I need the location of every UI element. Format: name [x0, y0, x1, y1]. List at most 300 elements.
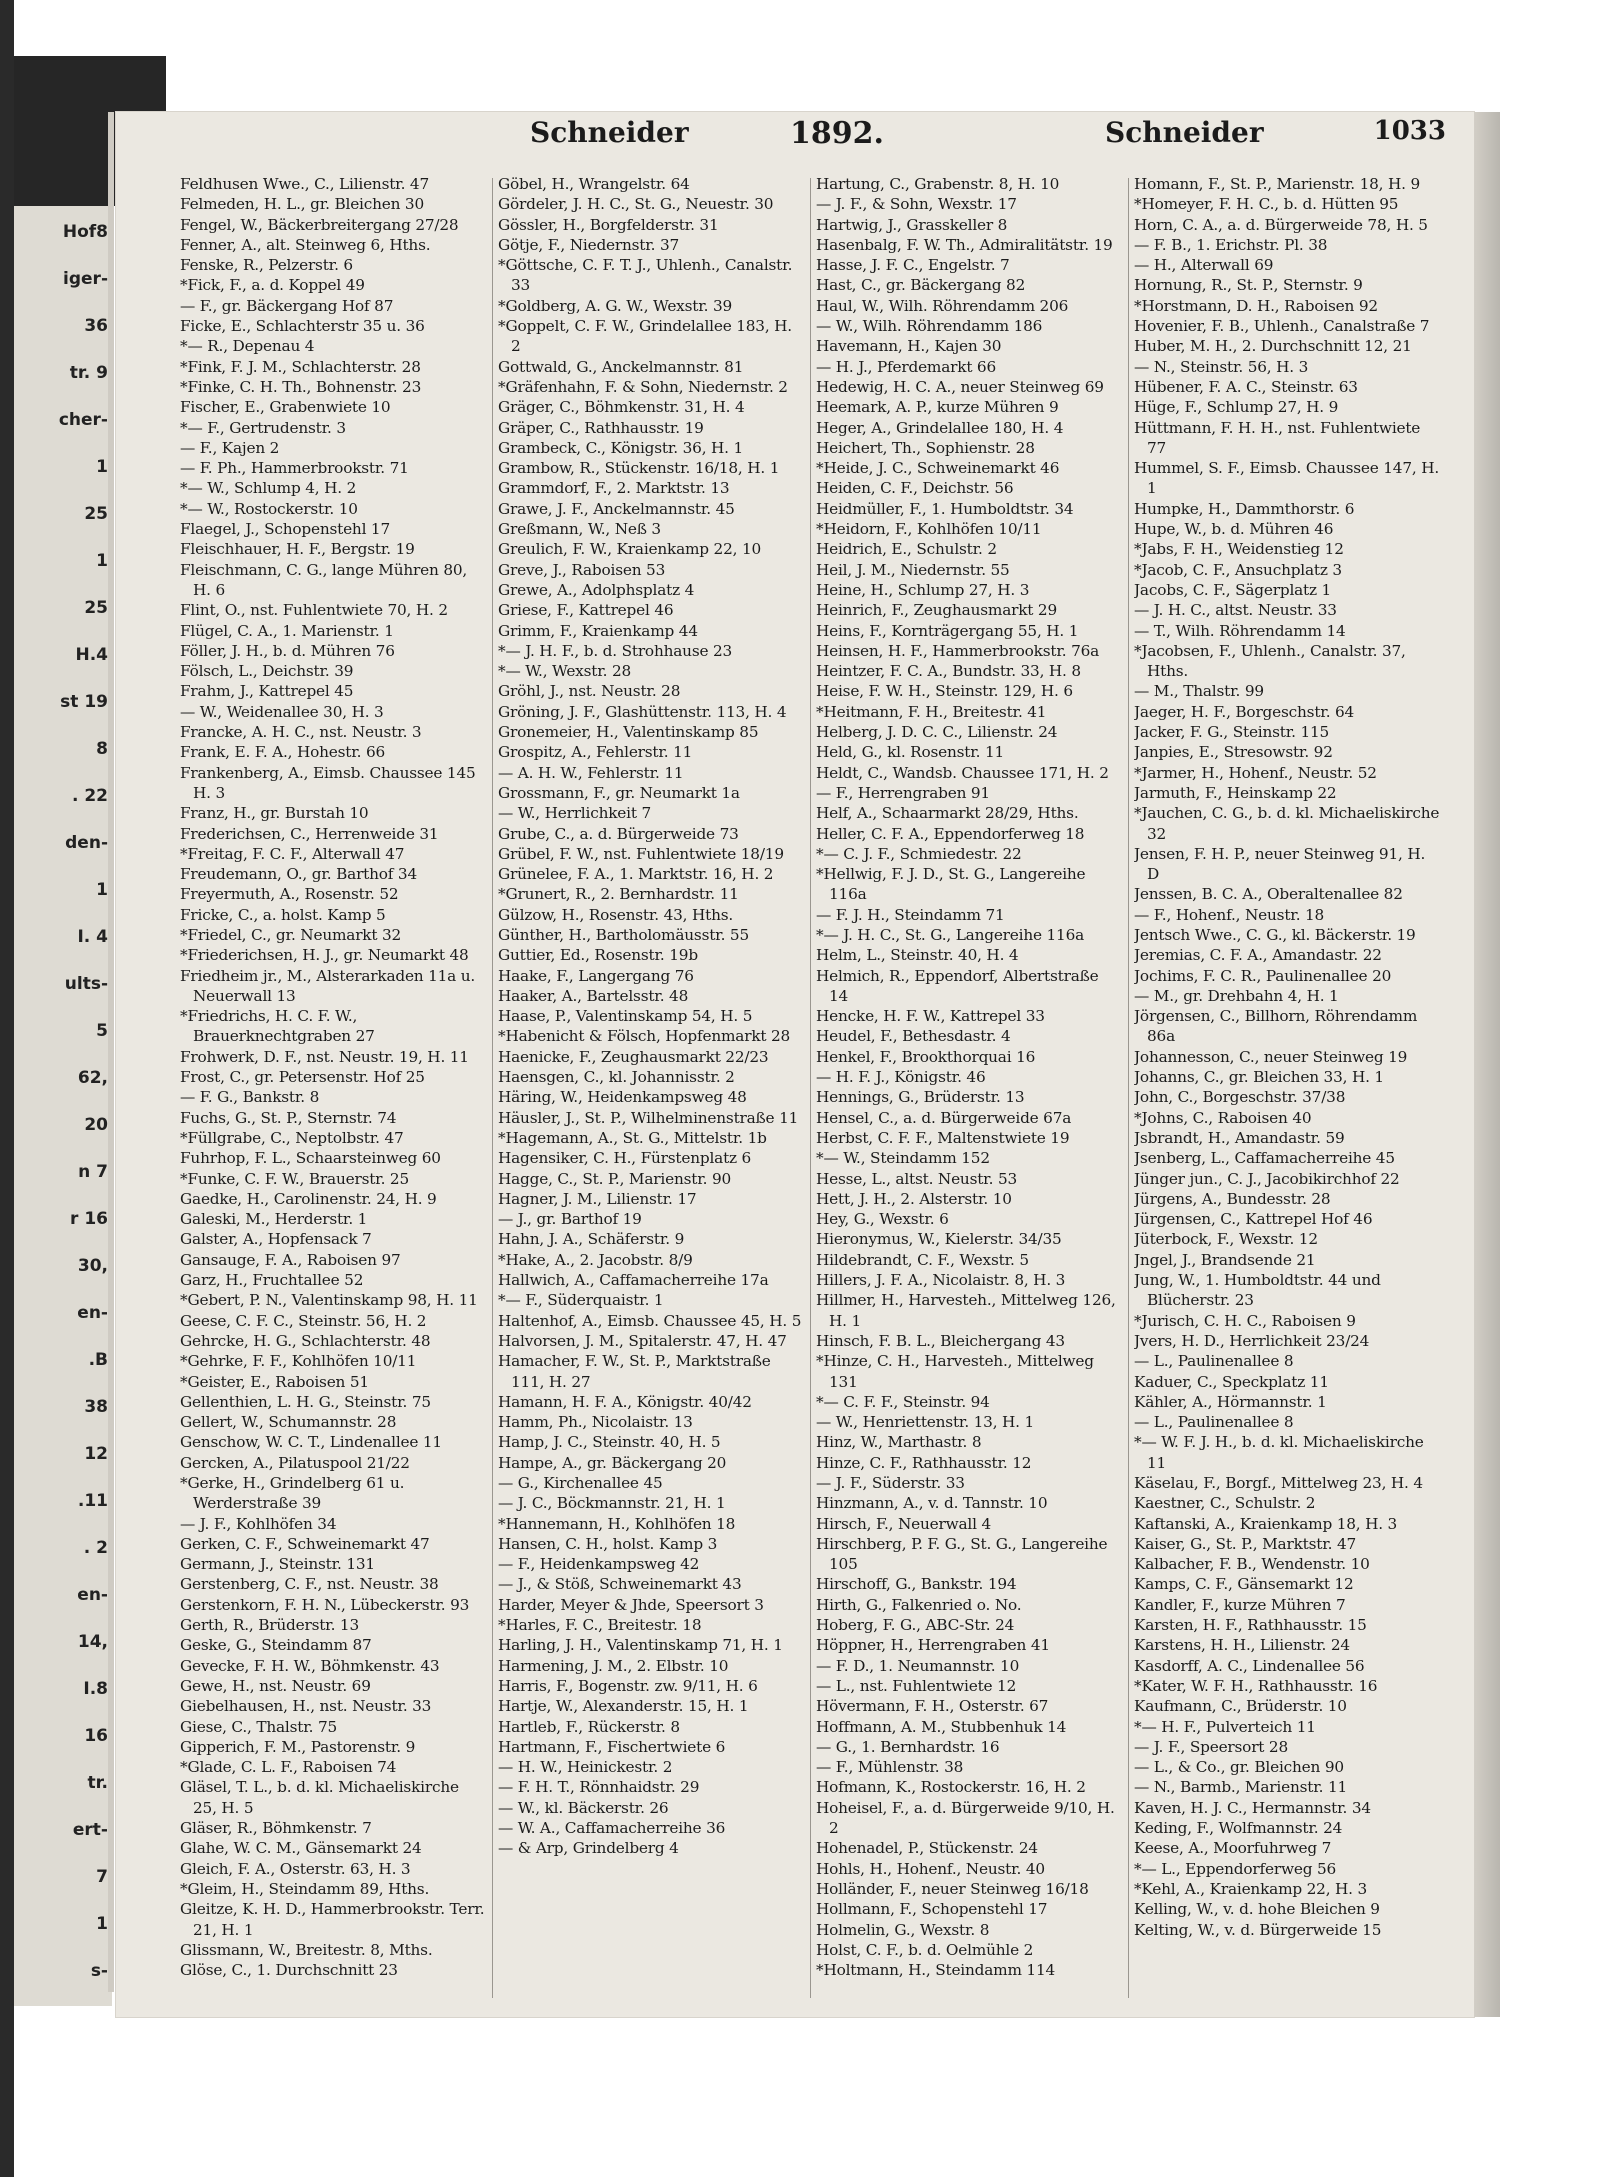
- directory-entry: Kalbacher, F. B., Wendenstr. 10: [1134, 1555, 1370, 1574]
- directory-entry: Guttier, Ed., Rosenstr. 19b: [498, 946, 698, 965]
- directory-entry: Gercken, A., Pilatuspool 21/22: [180, 1453, 410, 1472]
- directory-entry: — J., gr. Barthof 19: [498, 1210, 642, 1229]
- directory-entry: — J. C., Böckmannstr. 21, H. 1: [498, 1494, 726, 1513]
- directory-entry: Heidmüller, F., 1. Humboldtstr. 34: [816, 499, 1074, 518]
- column-divider: [810, 178, 811, 1998]
- directory-entry: Grawe, J. F., Anckelmannstr. 45: [498, 499, 735, 518]
- directory-entry: *— L., Eppendorferweg 56: [1134, 1859, 1337, 1878]
- directory-entry: Hieronymus, W., Kielerstr. 34/35: [816, 1230, 1062, 1249]
- directory-entry: *Füllgrabe, C., Neptolbstr. 47: [180, 1128, 404, 1147]
- directory-entry: — N., Steinstr. 56, H. 3: [1134, 357, 1309, 376]
- facing-page-fragment: 62,: [77, 1068, 108, 1088]
- directory-entry: — F. Ph., Hammerbrookstr. 71: [180, 459, 409, 478]
- directory-entry: *Gerke, H., Grindelberg 61 u. Werderstraße 39: [180, 1474, 405, 1513]
- column-3: [816, 174, 1122, 2000]
- directory-entry: Jarmuth, F., Heinskamp 22: [1134, 783, 1337, 802]
- directory-entry: Grossmann, F., gr. Neumarkt 1a: [498, 783, 740, 802]
- directory-entry: Gevecke, F. H. W., Böhmkenstr. 43: [180, 1656, 440, 1675]
- directory-entry: Jürgens, A., Bundesstr. 28: [1134, 1189, 1331, 1208]
- directory-entry: Hofmann, K., Rostockerstr. 16, H. 2: [816, 1778, 1086, 1797]
- directory-entry: Hennings, G., Brüderstr. 13: [816, 1088, 1025, 1107]
- directory-entry: Jaeger, H. F., Borgeschstr. 64: [1134, 702, 1355, 721]
- directory-entry: Hamacher, F. W., St. P., Marktstraße 111, H. 27: [498, 1352, 771, 1391]
- directory-entry: Fischer, E., Grabenwiete 10: [180, 398, 391, 417]
- directory-entry: Heine, H., Schlump 27, H. 3: [816, 580, 1030, 599]
- directory-entry: Heintzer, F. C. A., Bundstr. 33, H. 8: [816, 662, 1081, 681]
- directory-entry: Götje, F., Niedernstr. 37: [498, 235, 680, 254]
- directory-entry: — W., Henriettenstr. 13, H. 1: [816, 1413, 1035, 1432]
- directory-entry: — J. F., & Sohn, Wexstr. 17: [816, 195, 1017, 214]
- directory-entry: Haenicke, F., Zeughausmarkt 22/23: [498, 1047, 769, 1066]
- directory-entry: Hollmann, F., Schopenstehl 17: [816, 1900, 1048, 1919]
- directory-entry: Geske, G., Steindamm 87: [180, 1636, 372, 1655]
- directory-entry: Gehrcke, H. G., Schlachterstr. 48: [180, 1331, 431, 1350]
- facing-page-fragment: 1: [96, 1914, 108, 1934]
- directory-entry: Gössler, H., Borgfelderstr. 31: [498, 215, 719, 234]
- directory-entry: Kamps, C. F., Gänsemarkt 12: [1134, 1575, 1354, 1594]
- directory-entry: Helmich, R., Eppendorf, Albertstraße 14: [816, 966, 1099, 1005]
- directory-entry: Greßmann, W., Neß 3: [498, 520, 661, 539]
- directory-entry: Held, G., kl. Rosenstr. 11: [816, 743, 1005, 762]
- facing-page-fragment: I. 4: [77, 927, 108, 947]
- directory-entry: — J. F., Speersort 28: [1134, 1737, 1288, 1756]
- directory-entry: *Holtmann, H., Steindamm 114: [816, 1961, 1056, 1980]
- directory-entry: Felmeden, H. L., gr. Bleichen 30: [180, 195, 424, 214]
- facing-page-fragment: 16: [84, 1726, 108, 1746]
- directory-entry: Haul, W., Wilh. Röhrendamm 206: [816, 296, 1069, 315]
- directory-entry: Gerstenkorn, F. H. N., Lübeckerstr. 93: [180, 1595, 470, 1614]
- directory-entry: Hartwig, J., Grasskeller 8: [816, 215, 1008, 234]
- directory-page: [116, 112, 1474, 2017]
- directory-entry: — H. F. J., Königstr. 46: [816, 1068, 986, 1087]
- directory-entry: Hupe, W., b. d. Mühren 46: [1134, 520, 1334, 539]
- directory-entry: Frohwerk, D. F., nst. Neustr. 19, H. 11: [180, 1047, 469, 1066]
- directory-entry: Hinzmann, A., v. d. Tannstr. 10: [816, 1494, 1048, 1513]
- directory-entry: Harder, Meyer & Jhde, Speersort 3: [498, 1595, 764, 1614]
- directory-entry: Havemann, H., Kajen 30: [816, 337, 1002, 356]
- directory-entry: — M., gr. Drehbahn 4, H. 1: [1134, 986, 1339, 1005]
- directory-entry: Hansen, C. H., holst. Kamp 3: [498, 1534, 718, 1553]
- facing-page-fragment: .B: [88, 1350, 108, 1370]
- directory-entry: *Hellwig, F. J. D., St. G., Langereihe 116a: [816, 865, 1086, 904]
- directory-entry: Heemark, A. P., kurze Mühren 9: [816, 398, 1059, 417]
- directory-entry: Hamm, Ph., Nicolaistr. 13: [498, 1413, 693, 1432]
- directory-entry: Gräper, C., Rathhausstr. 19: [498, 418, 704, 437]
- directory-entry: Holländer, F., neuer Steinweg 16/18: [816, 1879, 1089, 1898]
- directory-entry: Gellert, W., Schumannstr. 28: [180, 1413, 397, 1432]
- directory-entry: Fölsch, L., Deichstr. 39: [180, 662, 354, 681]
- directory-entry: Hallwich, A., Caffamacherreihe 17a: [498, 1271, 769, 1290]
- directory-entry: Grewe, A., Adolphsplatz 4: [498, 580, 695, 599]
- directory-entry: — J. F., Süderstr. 33: [816, 1474, 965, 1492]
- directory-entry: *Jarmer, H., Hohenf., Neustr. 52: [1134, 763, 1377, 782]
- directory-entry: Frost, C., gr. Petersenstr. Hof 25: [180, 1068, 425, 1087]
- facing-page-fragment: tr.: [87, 1773, 108, 1793]
- directory-entry: Hoffmann, A. M., Stubbenhuk 14: [816, 1717, 1067, 1736]
- directory-entry: Hett, J. H., 2. Alsterstr. 10: [816, 1189, 1012, 1208]
- directory-entry: Hamp, J. C., Steinstr. 40, H. 5: [498, 1433, 721, 1452]
- directory-entry: — J. H. C., altst. Neustr. 33: [1134, 601, 1337, 620]
- directory-entry: — W., kl. Bäckerstr. 26: [498, 1798, 669, 1817]
- directory-entry: Heinsen, H. F., Hammerbrookstr. 76a: [816, 641, 1100, 660]
- directory-entry: Jsenberg, L., Caffamacherreihe 45: [1134, 1149, 1395, 1168]
- directory-entry: Glöse, C., 1. Durchschnitt 23: [180, 1961, 398, 1980]
- directory-entry: Garz, H., Fruchtallee 52: [180, 1271, 364, 1290]
- directory-entry: Gottwald, G., Anckelmannstr. 81: [498, 357, 744, 376]
- directory-entry: Haltenhof, A., Eimsb. Chaussee 45, H. 5: [498, 1311, 802, 1330]
- facing-page-fragment: 5: [96, 1021, 108, 1041]
- directory-entry: Frank, E. F. A., Hohestr. 66: [180, 743, 386, 762]
- facing-page-fragment: cher-: [58, 410, 108, 430]
- directory-entry: Geese, C. F. C., Steinstr. 56, H. 2: [180, 1311, 427, 1330]
- facing-page-fragment: Hof8: [62, 222, 108, 242]
- directory-entry: Huber, M. H., 2. Durchschnitt 12, 21: [1134, 337, 1412, 356]
- directory-entry: *— W. F. J. H., b. d. kl. Michaeliskirche 11: [1134, 1433, 1424, 1472]
- directory-entry: Fricke, C., a. holst. Kamp 5: [180, 905, 386, 924]
- facing-page-edge: [14, 56, 112, 2006]
- column-divider: [1128, 178, 1129, 1998]
- directory-entry: Hencke, H. F. W., Kattrepel 33: [816, 1007, 1045, 1026]
- directory-entry: *Gehrke, F. F., Kohlhöfen 10/11: [180, 1352, 417, 1371]
- directory-entry: Johannesson, C., neuer Steinweg 19: [1134, 1047, 1408, 1066]
- column-4: [1134, 174, 1440, 2000]
- directory-entry: Jngel, J., Brandsende 21: [1134, 1250, 1316, 1269]
- directory-entry: Hüge, F., Schlump 27, H. 9: [1134, 398, 1339, 417]
- directory-entry: — L., Paulinenallee 8: [1134, 1413, 1294, 1432]
- directory-entry: Fleischhauer, H. F., Bergstr. 19: [180, 540, 415, 559]
- facing-page-fragment: .11: [77, 1491, 108, 1511]
- facing-page-fragment: 30,: [77, 1256, 108, 1276]
- directory-entry: Hagge, C., St. P., Marienstr. 90: [498, 1169, 732, 1188]
- directory-entry: Hirschoff, G., Bankstr. 194: [816, 1575, 1017, 1594]
- header-year: 1892.: [790, 116, 884, 151]
- directory-entry: Kähler, A., Hörmannstr. 1: [1134, 1392, 1327, 1411]
- facing-page-fragment: s-: [90, 1961, 108, 1981]
- directory-entry: Kaestner, C., Schulstr. 2: [1134, 1494, 1316, 1513]
- directory-entry: — F. J. H., Steindamm 71: [816, 905, 1005, 924]
- directory-entry: Jacker, F. G., Steinstr. 115: [1134, 723, 1330, 742]
- directory-entry: *Gleim, H., Steindamm 89, Hths.: [180, 1879, 430, 1898]
- directory-entry: Haensgen, C., kl. Johannisstr. 2: [498, 1068, 735, 1087]
- directory-entry: Gewe, H., nst. Neustr. 69: [180, 1676, 371, 1695]
- directory-entry: — M., Thalstr. 99: [1134, 682, 1264, 701]
- directory-entry: Grünelee, F. A., 1. Marktstr. 16, H. 2: [498, 865, 774, 884]
- directory-entry: Kaiser, G., St. P., Marktstr. 47: [1134, 1534, 1357, 1553]
- directory-entry: *Heide, J. C., Schweinemarkt 46: [816, 459, 1060, 478]
- directory-entry: *Hake, A., 2. Jacobstr. 8/9: [498, 1250, 693, 1269]
- directory-entry: Grimm, F., Kraienkamp 44: [498, 621, 698, 640]
- directory-entry: Jünger jun., C. J., Jacobikirchhof 22: [1134, 1169, 1400, 1188]
- directory-entry: — F., Mühlenstr. 38: [816, 1758, 964, 1777]
- directory-entry: Greve, J., Raboisen 53: [498, 560, 666, 579]
- directory-entry: — F., Herrengraben 91: [816, 783, 990, 802]
- directory-entry: *Hagemann, A., St. G., Mittelstr. 1b: [498, 1128, 767, 1147]
- directory-entry: Hirth, G., Falkenried o. No.: [816, 1595, 1022, 1614]
- directory-entry: Holst, C. F., b. d. Oelmühle 2: [816, 1940, 1034, 1959]
- directory-entry: *Jabs, F. H., Weidenstieg 12: [1134, 540, 1344, 559]
- directory-entry: Heiden, C. F., Deichstr. 56: [816, 479, 1014, 498]
- directory-entry: Harris, F., Bogenstr. zw. 9/11, H. 6: [498, 1676, 758, 1695]
- directory-entry: Hövermann, F. H., Osterstr. 67: [816, 1697, 1049, 1716]
- header-right-title: Schneider: [1105, 116, 1264, 149]
- directory-entry: Hillmer, H., Harvesteh., Mittelweg 126, H. 1: [816, 1291, 1116, 1330]
- directory-entry: — W. A., Caffamacherreihe 36: [498, 1819, 726, 1838]
- directory-entry: Hedewig, H. C. A., neuer Steinweg 69: [816, 377, 1104, 396]
- directory-entry: — F., Hohenf., Neustr. 18: [1134, 905, 1325, 924]
- directory-entry: Günther, H., Bartholomäusstr. 55: [498, 925, 749, 944]
- directory-entry: — & Arp, Grindelberg 4: [498, 1839, 679, 1858]
- directory-entry: — T., Wilh. Röhrendamm 14: [1134, 621, 1346, 640]
- directory-entry: *Jurisch, C. H. C., Raboisen 9: [1134, 1311, 1356, 1330]
- directory-entry: Haake, F., Langergang 76: [498, 966, 694, 985]
- directory-entry: *Geister, E., Raboisen 51: [180, 1372, 369, 1391]
- directory-entry: — J. F., Kohlhöfen 34: [180, 1514, 337, 1533]
- directory-entry: Hovenier, F. B., Uhlenh., Canalstraße 7: [1134, 317, 1430, 336]
- directory-entry: *Fink, F. J. M., Schlachterstr. 28: [180, 357, 421, 376]
- page-edge-shadow: [1474, 112, 1500, 2017]
- column-divider: [492, 178, 493, 1998]
- directory-entry: — H. J., Pferdemarkt 66: [816, 357, 997, 376]
- directory-entry: Hübener, F. A. C., Steinstr. 63: [1134, 377, 1358, 396]
- directory-entry: Genschow, W. C. T., Lindenallee 11: [180, 1433, 442, 1452]
- directory-entry: Glahe, W. C. M., Gänsemarkt 24: [180, 1839, 422, 1858]
- page-gutter: [108, 112, 114, 1992]
- facing-page-fragment: H.4: [75, 645, 108, 665]
- directory-entry: Kaduer, C., Speckplatz 11: [1134, 1372, 1329, 1391]
- facing-page-fragment: 7: [96, 1867, 108, 1887]
- directory-entry: Fuhrhop, F. L., Schaarsteinweg 60: [180, 1149, 441, 1168]
- directory-entry: Föller, J. H., b. d. Mühren 76: [180, 641, 395, 660]
- directory-entry: Franz, H., gr. Burstah 10: [180, 804, 369, 823]
- directory-entry: Gaedke, H., Carolinenstr. 24, H. 9: [180, 1189, 437, 1208]
- directory-entry: *Jacob, C. F., Ansuchplatz 3: [1134, 560, 1342, 579]
- directory-entry: Frahm, J., Kattrepel 45: [180, 682, 354, 701]
- directory-entry: Gerken, C. F., Schweinemarkt 47: [180, 1534, 430, 1553]
- facing-page-fragment: 14,: [77, 1632, 108, 1652]
- directory-entry: Francke, A. H. C., nst. Neustr. 3: [180, 723, 422, 742]
- directory-entry: Frederichsen, C., Herrenweide 31: [180, 824, 439, 843]
- directory-entry: *Friedel, C., gr. Neumarkt 32: [180, 925, 402, 944]
- directory-entry: *— J. H. C., St. G., Langereihe 116a: [816, 925, 1085, 944]
- facing-page-fragment: 36: [84, 316, 108, 336]
- directory-entry: Giese, C., Thalstr. 75: [180, 1717, 338, 1736]
- directory-entry: Horn, C. A., a. d. Bürgerweide 78, H. 5: [1134, 215, 1428, 234]
- directory-entry: *Funke, C. F. W., Brauerstr. 25: [180, 1169, 409, 1188]
- directory-entry: Hinz, W., Marthastr. 8: [816, 1433, 982, 1452]
- directory-entry: Hirschberg, P. F. G., St. G., Langereihe 105: [816, 1534, 1108, 1574]
- directory-entry: *Jauchen, C. G., b. d. kl. Michaeliskirche 32: [1134, 804, 1440, 843]
- directory-entry: Hampe, A., gr. Bäckergang 20: [498, 1453, 727, 1472]
- facing-page-fragment: r 16: [70, 1209, 108, 1229]
- directory-entry: *Habenicht & Fölsch, Hopfenmarkt 28: [498, 1027, 791, 1046]
- directory-entry: Harling, J. H., Valentinskamp 71, H. 1: [498, 1636, 783, 1655]
- facing-page-fragment: 20: [84, 1115, 108, 1135]
- facing-page-fragment: 38: [84, 1397, 108, 1417]
- directory-entry: *Finke, C. H. Th., Bohnenstr. 23: [180, 377, 422, 396]
- directory-entry: Heldt, C., Wandsb. Chaussee 171, H. 2: [816, 763, 1109, 782]
- directory-entry: — W., Herrlichkeit 7: [498, 804, 651, 823]
- directory-entry: Friedheim jr., M., Alsterarkaden 11a u. Neuerwall 13: [180, 966, 476, 1005]
- directory-entry: Kaftanski, A., Kraienkamp 18, H. 3: [1134, 1514, 1398, 1533]
- directory-entry: Frankenberg, A., Eimsb. Chaussee 145 H. 3: [180, 763, 476, 802]
- directory-entry: Gläser, R., Böhmkenstr. 7: [180, 1819, 372, 1838]
- directory-entry: Kaufmann, C., Brüderstr. 10: [1134, 1697, 1347, 1716]
- directory-entry: — L., nst. Fuhlentwiete 12: [816, 1676, 1017, 1695]
- directory-entry: — F. H. T., Rönnhaidstr. 29: [498, 1778, 700, 1797]
- directory-entry: Gördeler, J. H. C., St. G., Neuestr. 30: [498, 195, 774, 214]
- directory-entry: Kelting, W., v. d. Bürgerweide 15: [1134, 1920, 1382, 1939]
- directory-entry: Freudemann, O., gr. Barthof 34: [180, 865, 417, 884]
- directory-entry: Fleischmann, C. G., lange Mühren 80, H. 6: [180, 560, 468, 599]
- directory-entry: Grospitz, A., Fehlerstr. 11: [498, 743, 693, 762]
- directory-entry: — F. D., 1. Neumannstr. 10: [816, 1656, 1020, 1675]
- directory-entry: *Glade, C. L. F., Raboisen 74: [180, 1758, 397, 1777]
- facing-page-fragment: 25: [84, 598, 108, 618]
- directory-entry: Hesse, L., altst. Neustr. 53: [816, 1169, 1018, 1188]
- directory-entry: *Kehl, A., Kraienkamp 22, H. 3: [1134, 1879, 1368, 1898]
- directory-entry: Hirsch, F., Neuerwall 4: [816, 1514, 992, 1533]
- directory-entry: Käselau, F., Borgf., Mittelweg 23, H. 4: [1134, 1474, 1423, 1492]
- directory-entry: *Heidorn, F., Kohlhöfen 10/11: [816, 520, 1042, 539]
- directory-entry: Hüttmann, F. H. H., nst. Fuhlentwiete 77: [1134, 418, 1421, 457]
- directory-entry: — W., Wilh. Röhrendamm 186: [816, 317, 1043, 336]
- directory-entry: *Harles, F. C., Breitestr. 18: [498, 1616, 702, 1635]
- directory-entry: Hartje, W., Alexanderstr. 15, H. 1: [498, 1697, 749, 1716]
- facing-page-fragment: ults-: [64, 974, 108, 994]
- directory-entry: Heise, F. W. H., Steinstr. 129, H. 6: [816, 682, 1073, 701]
- directory-entry: Hamann, H. F. A., Königstr. 40/42: [498, 1392, 752, 1411]
- directory-entry: — L., & Co., gr. Bleichen 90: [1134, 1758, 1344, 1777]
- directory-entry: Jensen, F. H. P., neuer Steinweg 91, H. D: [1134, 844, 1426, 884]
- directory-entry: — F., Kajen 2: [180, 438, 280, 457]
- directory-entry: Giebelhausen, H., nst. Neustr. 33: [180, 1697, 432, 1716]
- directory-entry: Hummel, S. F., Eimsb. Chaussee 147, H. 1: [1134, 459, 1439, 498]
- directory-entry: *— W., Wexstr. 28: [498, 662, 632, 681]
- directory-entry: John, C., Borgeschstr. 37/38: [1134, 1088, 1346, 1107]
- directory-entry: Hagner, J. M., Lilienstr. 17: [498, 1189, 697, 1208]
- directory-entry: — J., & Stöß, Schweinemarkt 43: [498, 1575, 742, 1594]
- facing-page-fragment: en-: [77, 1585, 108, 1605]
- directory-entry: Kandler, F., kurze Mühren 7: [1134, 1595, 1346, 1614]
- directory-entry: Hey, G., Wexstr. 6: [816, 1210, 949, 1229]
- directory-entry: Galeski, M., Herderstr. 1: [180, 1210, 368, 1229]
- directory-entry: Grube, C., a. d. Bürgerweide 73: [498, 824, 739, 843]
- directory-entry: Karstens, H. H., Lilienstr. 24: [1134, 1636, 1350, 1655]
- directory-entry: Gellenthien, L. H. G., Steinstr. 75: [180, 1392, 431, 1411]
- directory-entry: *Jacobsen, F., Uhlenh., Canalstr. 37, Hths.: [1134, 641, 1406, 681]
- directory-entry: Helm, L., Steinstr. 40, H. 4: [816, 946, 1019, 965]
- directory-entry: — W., Weidenallee 30, H. 3: [180, 702, 384, 721]
- directory-entry: *Goppelt, C. F. W., Grindelallee 183, H. 2: [498, 317, 792, 356]
- directory-entry: Griese, F., Kattrepel 46: [498, 601, 674, 620]
- facing-page-fragment: tr. 9: [69, 363, 108, 383]
- directory-entry: Hinze, C. F., Rathhausstr. 12: [816, 1453, 1032, 1472]
- directory-entry: *Friederichsen, H. J., gr. Neumarkt 48: [180, 946, 469, 965]
- directory-entry: Jüterbock, F., Wexstr. 12: [1134, 1230, 1318, 1249]
- directory-entry: — H., Alterwall 69: [1134, 256, 1274, 275]
- directory-entry: Flügel, C. A., 1. Marienstr. 1: [180, 621, 394, 640]
- directory-entry: Gleich, F. A., Osterstr. 63, H. 3: [180, 1859, 411, 1878]
- page-header: [180, 116, 1452, 168]
- directory-entry: Hinsch, F. B. L., Bleichergang 43: [816, 1331, 1065, 1350]
- directory-entry: *Freitag, F. C. F., Alterwall 47: [180, 844, 405, 863]
- directory-entry: Hornung, R., St. P., Sternstr. 9: [1134, 276, 1363, 295]
- directory-entry: Keese, A., Moorfuhrweg 7: [1134, 1839, 1332, 1858]
- directory-entry: Kaven, H. J. C., Hermannstr. 34: [1134, 1798, 1371, 1817]
- directory-entry: Jacobs, C. F., Sägerplatz 1: [1134, 580, 1332, 599]
- directory-entry: *— W., Rostockerstr. 10: [180, 499, 358, 518]
- directory-entry: Hahn, J. A., Schäferstr. 9: [498, 1230, 685, 1249]
- directory-entry: *Kater, W. F. H., Rathhausstr. 16: [1134, 1676, 1378, 1695]
- directory-entry: *Hannemann, H., Kohlhöfen 18: [498, 1514, 736, 1533]
- directory-entry: Fuchs, G., St. P., Sternstr. 74: [180, 1108, 397, 1127]
- directory-entry: Flaegel, J., Schopenstehl 17: [180, 520, 390, 539]
- directory-entry: *Friedrichs, H. C. F. W., Brauerknechtgraben 27: [180, 1007, 375, 1046]
- facing-page-fragment: en-: [77, 1303, 108, 1323]
- directory-entry: Freyermuth, A., Rosenstr. 52: [180, 885, 399, 904]
- directory-entry: Halvorsen, J. M., Spitalerstr. 47, H. 47: [498, 1331, 787, 1350]
- directory-entry: Hartung, C., Grabenstr. 8, H. 10: [816, 175, 1060, 193]
- directory-entry: *Gebert, P. N., Valentinskamp 98, H. 11: [180, 1291, 478, 1310]
- facing-page-fragment: 1: [96, 880, 108, 900]
- directory-entry: Jentsch Wwe., C. G., kl. Bäckerstr. 19: [1134, 925, 1416, 944]
- facing-page-fragment: n 7: [78, 1162, 108, 1182]
- directory-entry: Jeremias, C. F. A., Amandastr. 22: [1134, 946, 1382, 965]
- directory-entry: Helberg, J. D. C. C., Lilienstr. 24: [816, 723, 1058, 742]
- directory-entry: Fengel, W., Bäckerbreitergang 27/28: [180, 215, 459, 234]
- directory-entry: — H. W., Heinickestr. 2: [498, 1758, 673, 1777]
- directory-entry: Hasenbalg, F. W. Th., Admiralitätstr. 19: [816, 235, 1113, 254]
- directory-entry: Janpies, E., Stresowstr. 92: [1134, 743, 1333, 762]
- directory-entry: *— F., Gertrudenstr. 3: [180, 418, 346, 437]
- directory-entry: *Fick, F., a. d. Koppel 49: [180, 276, 365, 295]
- directory-entry: Greulich, F. W., Kraienkamp 22, 10: [498, 540, 762, 559]
- facing-page-fragment: I.8: [83, 1679, 108, 1699]
- directory-entry: Hohenadel, P., Stückenstr. 24: [816, 1839, 1038, 1858]
- directory-entry: Johanns, C., gr. Bleichen 33, H. 1: [1134, 1068, 1384, 1087]
- directory-entry: — G., 1. Bernhardstr. 16: [816, 1737, 1000, 1756]
- directory-entry: Glissmann, W., Breitestr. 8, Mths.: [180, 1940, 433, 1959]
- directory-entry: *Homeyer, F. H. C., b. d. Hütten 95: [1134, 195, 1399, 214]
- directory-entry: *— W., Steindamm 152: [816, 1149, 990, 1168]
- facing-page-fragment: ert-: [72, 1820, 108, 1840]
- directory-entry: Gansauge, F. A., Raboisen 97: [180, 1250, 401, 1269]
- directory-entry: *Horstmann, D. H., Raboisen 92: [1134, 296, 1378, 315]
- directory-entry: *— C. F. F., Steinstr. 94: [816, 1392, 990, 1411]
- directory-entry: Gerstenberg, C. F., nst. Neustr. 38: [180, 1575, 439, 1594]
- directory-entry: — F. G., Bankstr. 8: [180, 1088, 320, 1107]
- directory-entry: — G., Kirchenallee 45: [498, 1474, 663, 1492]
- directory-entry: Hoberg, F. G., ABC-Str. 24: [816, 1616, 1015, 1635]
- directory-entry: Grübel, F. W., nst. Fuhlentwiete 18/19: [498, 844, 784, 863]
- directory-entry: Ficke, E., Schlachterstr 35 u. 36: [180, 317, 425, 336]
- directory-entry: Gröhl, J., nst. Neustr. 28: [498, 682, 681, 701]
- directory-entry: Germann, J., Steinstr. 131: [180, 1555, 375, 1574]
- directory-entry: Heller, C. F. A., Eppendorferweg 18: [816, 824, 1085, 843]
- directory-entry: Jörgensen, C., Billhorn, Röhrendamm 86a: [1134, 1007, 1418, 1046]
- directory-entry: — N., Barmb., Marienstr. 11: [1134, 1778, 1348, 1797]
- directory-entry: Häring, W., Heidenkampsweg 48: [498, 1088, 747, 1107]
- facing-page-fragment: . 22: [71, 786, 108, 806]
- directory-entry: Jsbrandt, H., Amandastr. 59: [1134, 1128, 1345, 1147]
- directory-entry: *Heitmann, F. H., Breitestr. 41: [816, 702, 1047, 721]
- directory-entry: Grambow, R., Stückenstr. 16/18, H. 1: [498, 459, 780, 478]
- directory-entry: — A. H. W., Fehlerstr. 11: [498, 763, 684, 782]
- facing-page-fragment: st 19: [60, 692, 108, 712]
- directory-entry: Humpke, H., Dammthorstr. 6: [1134, 499, 1355, 518]
- directory-entry: Holmelin, G., Wexstr. 8: [816, 1920, 990, 1939]
- directory-entry: Jung, W., 1. Humboldtstr. 44 und Blücherstr. 23: [1134, 1271, 1381, 1310]
